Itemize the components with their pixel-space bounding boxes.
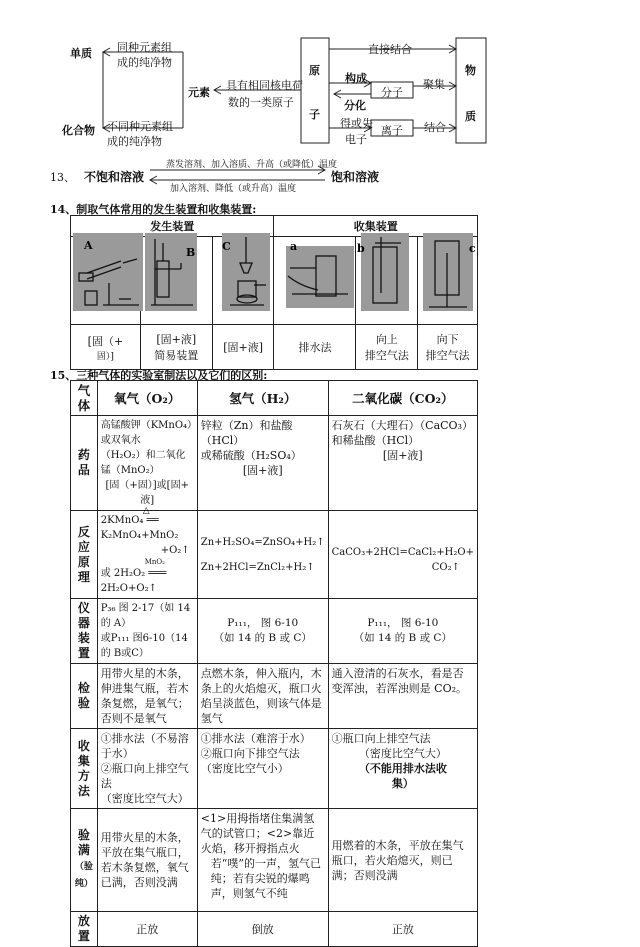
- goucheng-label: 构成: [345, 72, 367, 85]
- row-label-apparatus: 仪器 装置: [71, 599, 98, 664]
- apparatus-tag-up: b: [357, 242, 365, 255]
- substance-char-1: 物: [465, 64, 476, 77]
- placement-co2: 正放: [328, 912, 477, 947]
- caption-down: 向下 排空气法: [418, 325, 478, 370]
- apparatus-down-image: [423, 233, 473, 311]
- tongzhong-label: 同种元素组: [117, 41, 172, 54]
- juji-label: 聚集: [423, 78, 445, 91]
- collector-header: 收集装置: [274, 216, 478, 237]
- apparatus-tag-c: C: [222, 240, 231, 253]
- apparatus-b-image: [145, 233, 197, 311]
- fenhua-label: 分化: [344, 99, 366, 112]
- principle-o2: △ 2KMnO₄ ══ K₂MnO₄+MnO₂ +O₂↑ MnO₂ 或 2H₂O₂ ═══ 2H₂O+O₂↑: [97, 511, 197, 599]
- collect-o2: ①排水法（不易溶于水） ②瓶口向上排空气法 （密度比空气大）: [97, 729, 197, 809]
- apparatus-water-image: [286, 246, 354, 308]
- full-check-o2: 用带火星的木条，平放在集气瓶口，若木条复燃，氧气已满，否则没满: [97, 809, 197, 912]
- collect-co2: ①瓶口向上排空气法 （密度比空气大） （不能用排水法收 集）: [328, 729, 477, 809]
- placement-o2: 正放: [97, 912, 197, 947]
- direct-combine-label: 直接结合: [368, 43, 412, 56]
- header-h2: 氢气（H₂）: [197, 381, 328, 416]
- placement-h2: 倒放: [197, 912, 328, 947]
- item13-top-text: 蒸发溶剂、加入溶质、升高（或降低）温度: [166, 160, 338, 170]
- substance-char-2: 质: [465, 110, 476, 123]
- row-label-full-check: 验满 （验纯）: [71, 809, 98, 912]
- caption-water: 排水法: [274, 325, 356, 370]
- reagents-h2: 锌粒（Zn）和盐酸（HCl） 或稀硫酸（H₂SO₄） [固+液]: [197, 416, 328, 511]
- row-label-principle: 反应 原理: [71, 511, 98, 599]
- atom-char-2: 子: [309, 108, 320, 121]
- row-label-collect: 收集 方法: [71, 729, 98, 809]
- collect-h2: ①排水法（难溶于水） ②瓶口向下排空气法 （密度比空气小）: [197, 729, 328, 809]
- electron-label: 电子: [345, 133, 367, 146]
- huahewu-label: 化合物: [62, 124, 95, 137]
- header-gas: 气体: [71, 381, 98, 416]
- apparatus-tag-water: a: [290, 240, 298, 253]
- apparatus-o2: P₃₆ 图 2-17（如 14 的 A） 或P₁₁₁ 图6-10（14 的 B或C）: [97, 599, 197, 664]
- apparatus-co2: P₁₁₁， 图 6-10 （如 14 的 B 或 C）: [328, 599, 477, 664]
- nuclear-charge-label-1: 具有相同核电荷: [226, 79, 303, 92]
- caption-b: [固+液] 简易装置: [140, 325, 212, 370]
- ion-label: 离子: [381, 124, 403, 137]
- principle-co2: CaCO₃+2HCl=CaCl₂+H₂O+ CO₂↑: [328, 511, 477, 599]
- reagents-co2: 石灰石（大理石）（CaCO₃） 和稀盐酸（HCl） [固+液]: [328, 416, 477, 511]
- nuclear-charge-label-2: 数的一类原子: [228, 96, 294, 109]
- row-label-test: 检验: [71, 664, 98, 729]
- row-label-placement: 放置: [71, 912, 98, 947]
- item13-bottom-text: 加入溶剂、降低（或升高）温度: [170, 184, 297, 194]
- chengjing-label-1: 成的纯净物: [117, 56, 172, 69]
- item15-title: 15、三种气体的实验室制法以及它们的区别:: [50, 369, 268, 382]
- test-h2: 点燃木条，伸入瓶内，木条上的火焰熄灭，瓶口火焰呈淡蓝色，则该气体是氢气: [197, 664, 328, 729]
- yuansu-label: 元素: [188, 86, 210, 99]
- danzhi-label: 单质: [70, 47, 92, 60]
- full-check-h2: <1>用拇指堵住集满氢气的试管口；<2>靠近火焰，移开拇指点火 若“噗”的一声，氢气已纯；若有尖锐的爆鸣声，则氢气不纯: [197, 809, 328, 912]
- item13-number: 13、: [50, 171, 75, 184]
- gas-comparison-table: [70, 380, 478, 947]
- full-check-co2: 用燃着的木条，平放在集气瓶口，若火焰熄灭，则已满；否则没满: [328, 809, 477, 912]
- header-co2: 二氧化碳（CO₂）: [328, 381, 477, 416]
- header-o2: 氧气（O₂）: [97, 381, 197, 416]
- saturated-solution-label: 饱和溶液: [331, 170, 380, 184]
- test-co2: 通入澄清的石灰水，看是否变浑浊，若浑浊则是 CO₂。: [328, 664, 477, 729]
- apparatus-tag-a: A: [84, 239, 93, 252]
- principle-h2: Zn+H₂SO₄=ZnSO₄+H₂↑ Zn+2HCl=ZnCl₂+H₂↑: [197, 511, 328, 599]
- generator-header: 发生装置: [71, 216, 274, 237]
- test-o2: 用带火星的木条，伸进集气瓶，若木条复燃，是氧气；否则不是氧气: [97, 664, 197, 729]
- reagents-o2: 高锰酸钾（KMnO₄）或双氧水 （H₂O₂）和二氧化锰（MnO₂） [固（+固）]或[固+ 液]: [97, 416, 197, 511]
- caption-a: [固（+ 固）]: [71, 325, 141, 370]
- apparatus-h2: P₁₁₁， 图 6-10 （如 14 的 B 或 C）: [197, 599, 328, 664]
- chengjing-label-2: 成的纯净物: [107, 135, 162, 148]
- butong-label: 不同种元素组: [107, 120, 173, 133]
- caption-up: 向上 排空气法: [356, 325, 418, 370]
- apparatus-tag-down: c: [469, 242, 476, 255]
- apparatus-tag-b: B: [186, 246, 196, 259]
- molecule-label: 分子: [381, 86, 403, 99]
- unsaturated-solution-label: 不饱和溶液: [84, 170, 145, 184]
- caption-c: [固+液]: [212, 325, 274, 370]
- gain-lose-label: 得或失: [340, 117, 373, 130]
- jiehe-label: 结合: [424, 121, 446, 134]
- atom-char-1: 原: [309, 64, 320, 77]
- apparatus-up-image: [361, 233, 409, 311]
- item14-title: 14、制取气体常用的发生装置和收集装置:: [50, 203, 257, 216]
- row-label-reagents: 药品: [71, 416, 98, 511]
